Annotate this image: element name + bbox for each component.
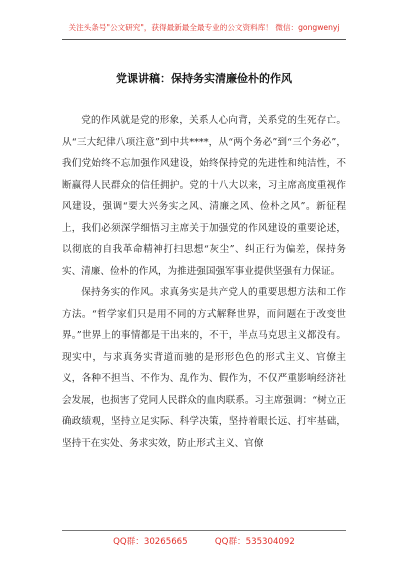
footer-qq-text: QQ群：30265665 QQ群：535304092: [113, 537, 295, 547]
header-promo-text: 关注头条号"公文研究"，获得最新最全最专业的公文资料库！ 微信：gongwenyj: [68, 23, 340, 32]
document-body: [62, 110, 346, 454]
body-paragraph: 保持务实的作风。求真务实是共产党人的重要思想方法和工作方法。“哲学家们只是用不同的方式解释世界，而问题在于改变世界。”世界上的事情都是干出来的，不干，半点马克思主义都没有。现实中，与求真务实背道而驰的是形形色色的形式主义、官僚主义，各种不担当、不作为、乱作为、假作为，不仅严重影响经济社会发展，也损害了党同人民群众的血肉联系。习主席强调：“树立正确政绩观，坚持立足实际、科学决策，坚持着眼长远、打牢基础，坚持干在实处、务求实效，防止形式主义、官僚: [62, 287, 346, 449]
body-paragraph: 党的作风就是党的形象，关系人心向背，关系党的生死存亡。从“三大纪律八项注意”到中共****，从“两个务必”到“三个务必”，我们党始终不忘加强作风建设，始终保持党的先进性和纯洁性，不断赢得人民群众的信任拥护。党的十八大以来，习主席高度重视作风建设，强调“要大兴务实之风、清廉之风、俭朴之风”。新征程上，我们必须深学细悟习主席关于加强党的作风建设的重要论述，以彻底的自我革命精神打扫思想“灰尘”、纠正行为偏差，保持务实、清廉、俭朴的作风，为推进强国强军事业提供坚强有力保证。: [62, 115, 346, 277]
footer-divider: [62, 530, 346, 531]
document-title: 党课讲稿：保持务实清廉俭朴的作风: [116, 72, 292, 85]
header-divider: [62, 39, 346, 40]
